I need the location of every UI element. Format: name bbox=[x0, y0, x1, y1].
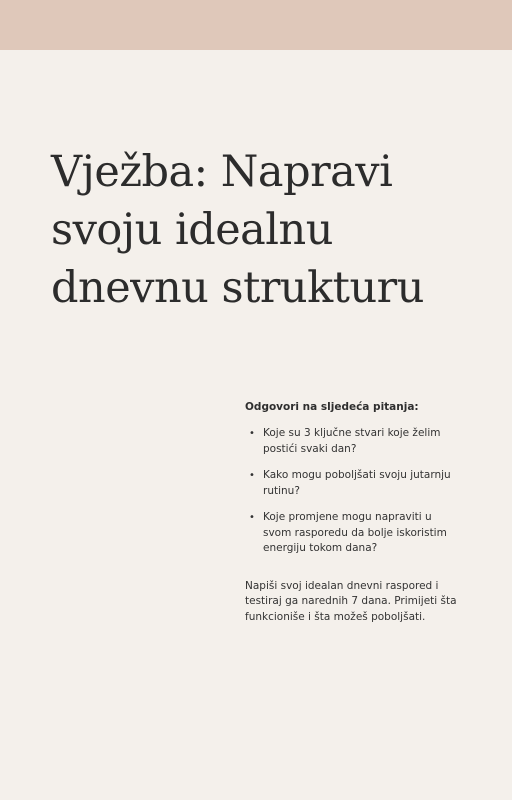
question-item bbox=[249, 510, 460, 557]
questions-list bbox=[245, 426, 460, 557]
closing-paragraph: Napiši svoj idealan dnevni raspored i testiraj ga narednih 7 dana. Primijeti šta funkcioniše i šta možeš poboljšati. bbox=[245, 579, 457, 623]
question-item bbox=[249, 468, 460, 499]
top-color-band bbox=[0, 0, 512, 50]
bullet-icon: • bbox=[249, 470, 255, 481]
exercise-content bbox=[245, 400, 460, 625]
page-title: Vježba: Napravi svoju idealnu dnevnu strukturu bbox=[51, 147, 424, 313]
question-text: Kako mogu poboljšati svoju jutarnju rutinu? bbox=[263, 469, 451, 497]
bullet-icon: • bbox=[249, 428, 255, 439]
bullet-icon: • bbox=[249, 512, 255, 523]
questions-heading: Odgovori na sljedeća pitanja: bbox=[245, 401, 419, 413]
question-text: Koje promjene mogu napraviti u svom rasporedu da bolje iskoristim energiju tokom dana? bbox=[263, 511, 447, 554]
question-item bbox=[249, 426, 460, 457]
question-text: Koje su 3 ključne stvari koje želim postići svaki dan? bbox=[263, 427, 441, 455]
